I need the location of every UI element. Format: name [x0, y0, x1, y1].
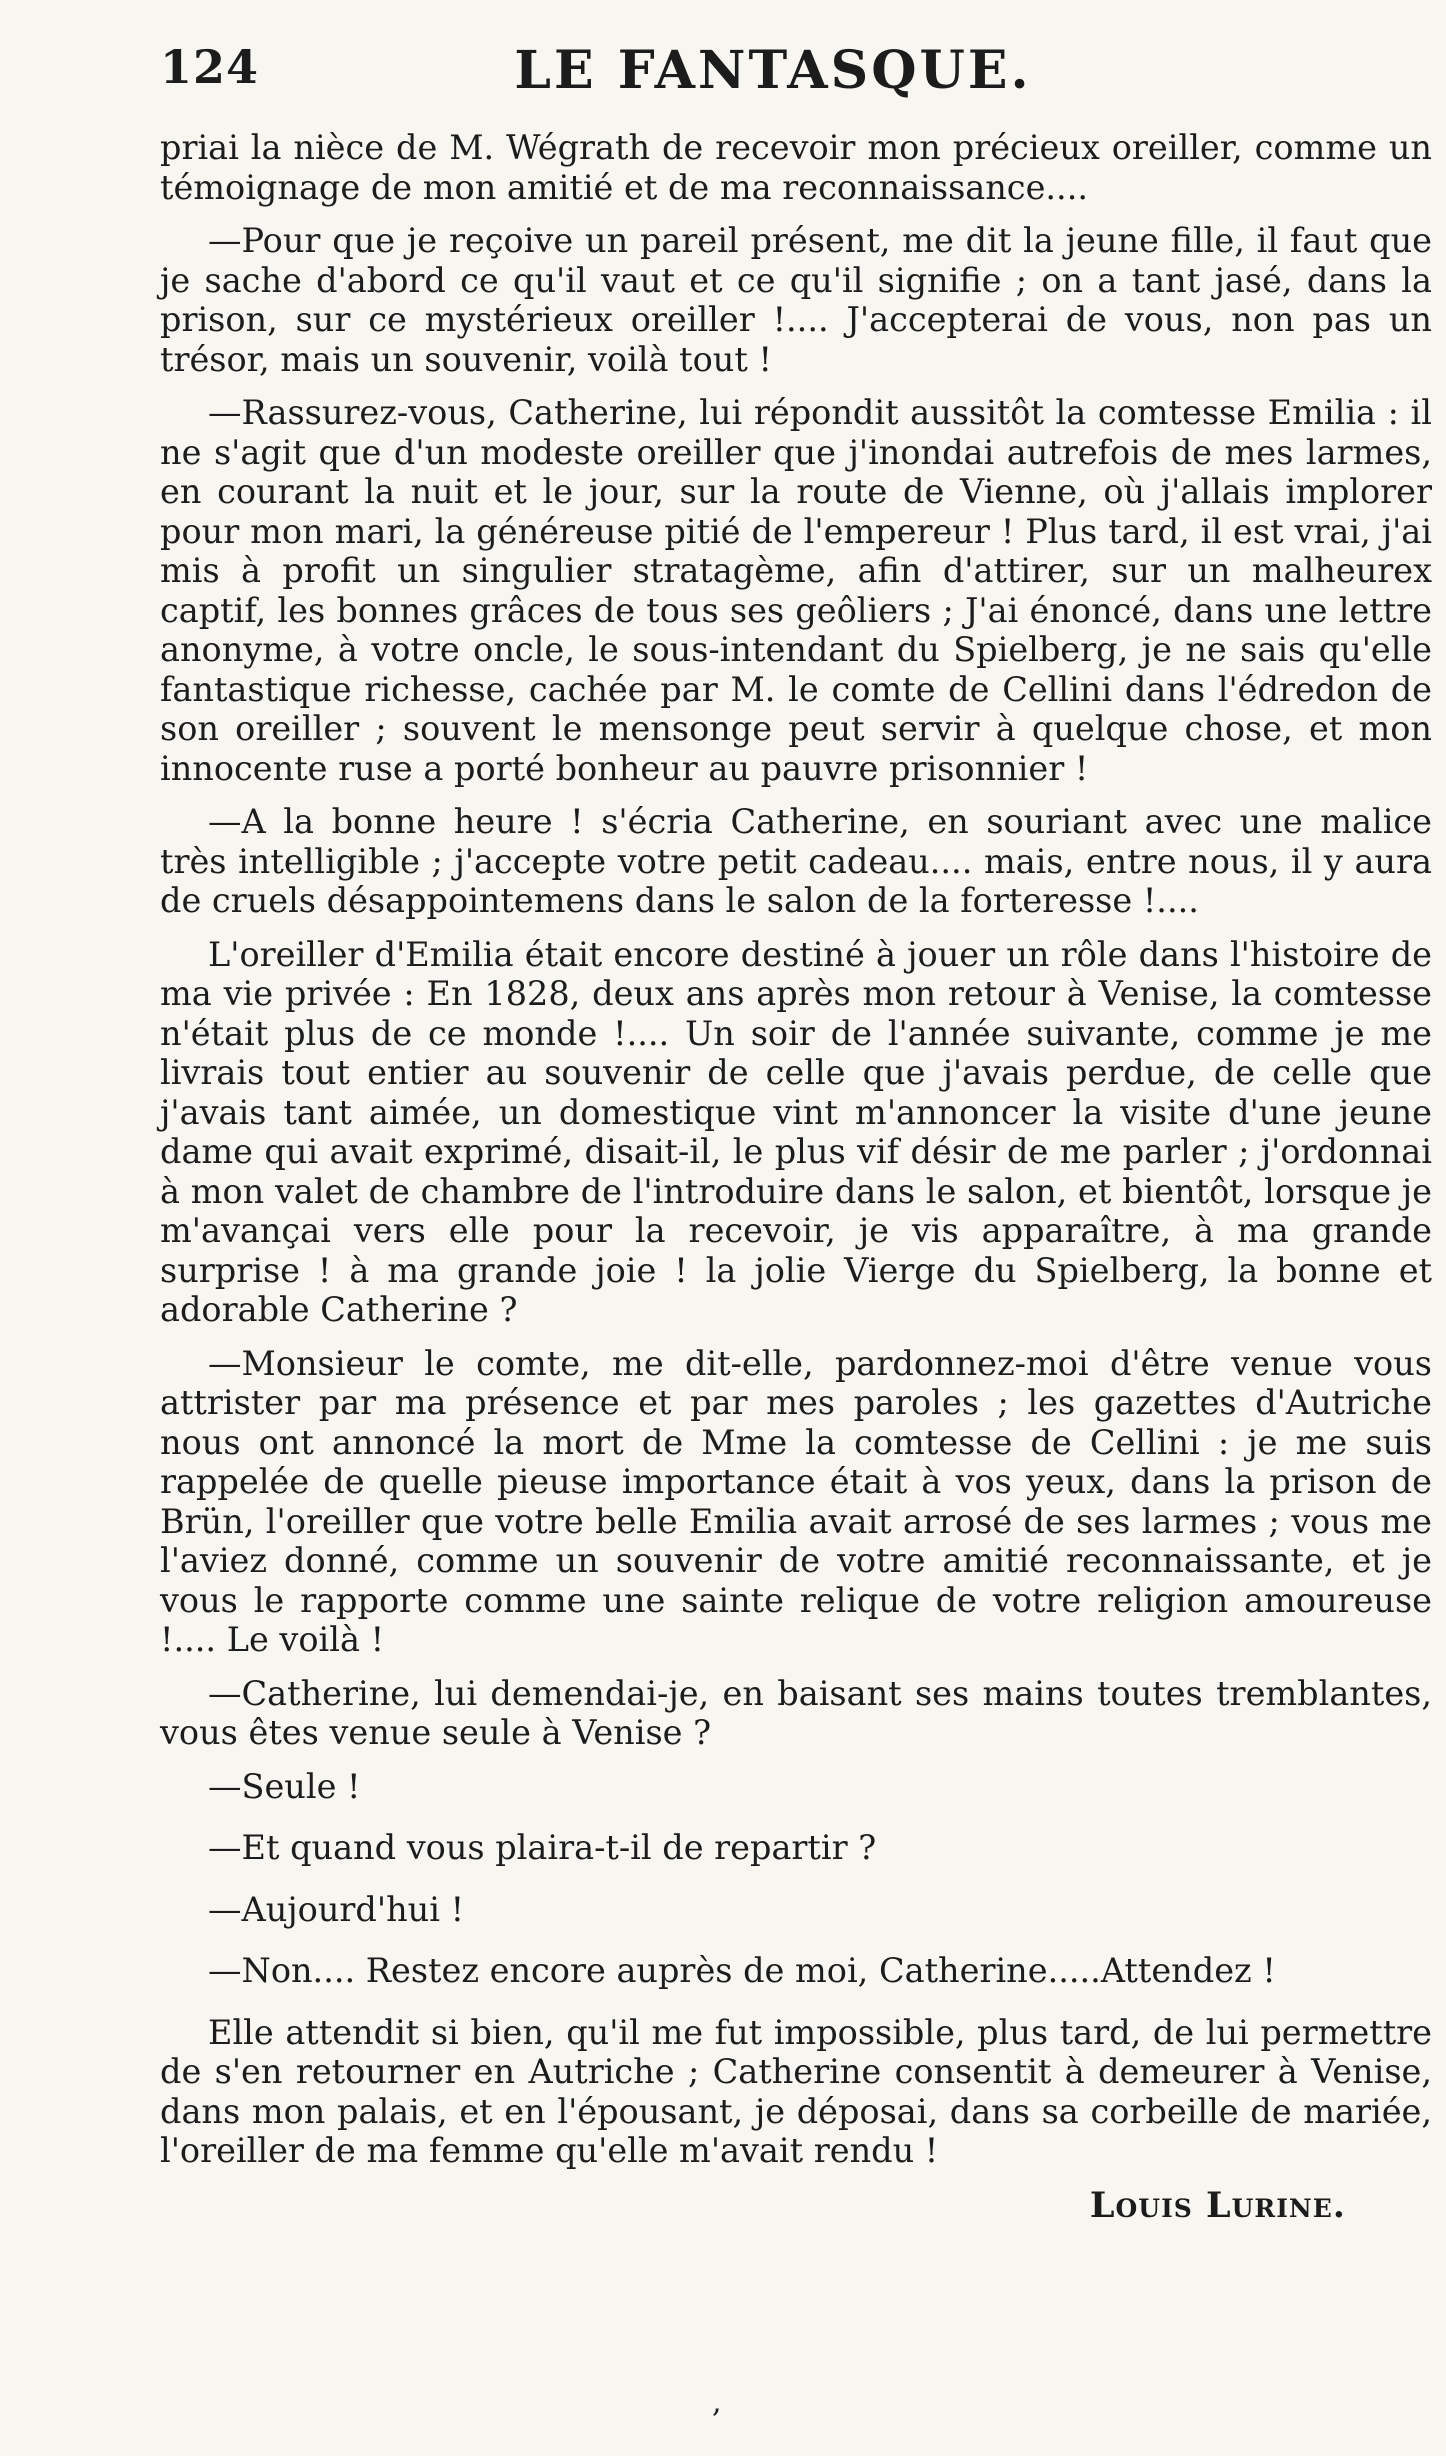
article-body — [160, 128, 1432, 2185]
paragraph: —Aujourd'hui ! — [208, 1889, 465, 1929]
paragraph: —Seule ! — [208, 1766, 361, 1806]
page-header — [160, 40, 1386, 110]
page-number: 124 — [160, 40, 260, 94]
paragraph: —Monsieur le comte, me dit-elle, pardonnez-moi d'être venue vous attrister par ma présence et par mes paroles ; les gazettes d'Autriche nous ont annoncé la mort de Mme la comtesse de Cellini : je me suis rappelée de quelle pieuse importance était à vos yeux, dans la prison de Brün, l'oreiller que votre belle Emilia avait arrosé de ses larmes ; vous me l'aviez donné, comme un souvenir de votre amitié reconnaissante, et je vous le rapporte comme une sainte relique de votre religion amoureuse !.... Le voilà ! — [160, 1343, 1432, 1659]
paragraph: Elle attendit si bien, qu'il me fut impossible, plus tard, de lui permettre de s'en retourner en Autriche ; Catherine consentit à demeurer à Venise, dans mon palais, et en l'épousant, je déposai, dans sa corbeille de mariée, l'oreiller de ma femme qu'elle m'avait rendu ! — [160, 2012, 1432, 2170]
author-signature: Louis Lurine. — [1089, 2185, 1346, 2226]
running-title: LE FANTASQUE. — [514, 40, 1032, 101]
paragraph: —A la bonne heure ! s'écria Catherine, en souriant avec une malice très intelligible ; j'accepte votre petit cadeau.... mais, entre nous, il y aura de cruels désappointemens dans le salon de la forteresse !.... — [160, 802, 1432, 920]
paragraph: priai la nièce de M. Wégrath de recevoir mon précieux oreiller, comme un témoignage de mon amitié et de ma reconnaissance.... — [160, 128, 1432, 207]
paragraph: —Pour que je reçoive un pareil présent, me dit la jeune fille, il faut que je sache d'abord ce qu'il vaut et ce qu'il signifie ; on a tant jasé, dans la prison, sur ce mystérieux oreiller !.... J'accepterai de vous, non pas un trésor, mais un souvenir, voilà tout ! — [160, 221, 1432, 379]
paragraph: L'oreiller d'Emilia était encore destiné à jouer un rôle dans l'histoire de ma vie privée : En 1828, deux ans après mon retour à Venise, la comtesse n'était plus de ce monde !.... Un soir de l'année suivante, comme je me livrais tout entier au souvenir de celle que j'avais perdue, de celle que j'avais tant aimée, un domestique vint m'annoncer la visite d'une jeune dame qui avait exprimé, disait-il, le plus vif désir de me parler ; j'ordonnai à mon valet de chambre de l'introduire dans le salon, et bientôt, lorsque je m'avançai vers elle pour la recevoir, je vis apparaître, à ma grande surprise ! à ma grande joie ! la jolie Vierge du Spielberg, la bonne et adorable Catherine ? — [160, 934, 1432, 1329]
paragraph: —Non.... Restez encore auprès de moi, Catherine.....Attendez ! — [208, 1951, 1276, 1990]
ink-speck: , — [712, 2385, 722, 2420]
paragraph: —Catherine, lui demendai-je, en baisant ses mains toutes tremblantes, vous êtes venue seule à Venise ? — [160, 1673, 1432, 1752]
paragraph: —Et quand vous plaira-t-il de repartir ? — [208, 1828, 877, 1867]
paragraph: —Rassurez-vous, Catherine, lui répondit aussitôt la comtesse Emilia : il ne s'agit que d'un modeste oreiller que j'inondai autrefois de mes larmes, en courant la nuit et le jour, sur la route de Vienne, où j'allais implorer pour mon mari, la généreuse pitié de l'empereur ! Plus tard, il est vrai, j'ai mis à profit un singulier stratagème, afin d'attirer, sur un malheurex captif, les bonnes grâces de tous ses geôliers ; J'ai énoncé, dans une lettre anonyme, à votre oncle, le sous-intendant du Spielberg, je ne sais qu'elle fantastique richesse, cachée par M. le comte de Cellini dans l'édredon de son oreiller ; souvent le mensonge peut servir à quelque chose, et mon innocente ruse a porté bonheur au pauvre prisonnier ! — [160, 393, 1432, 788]
